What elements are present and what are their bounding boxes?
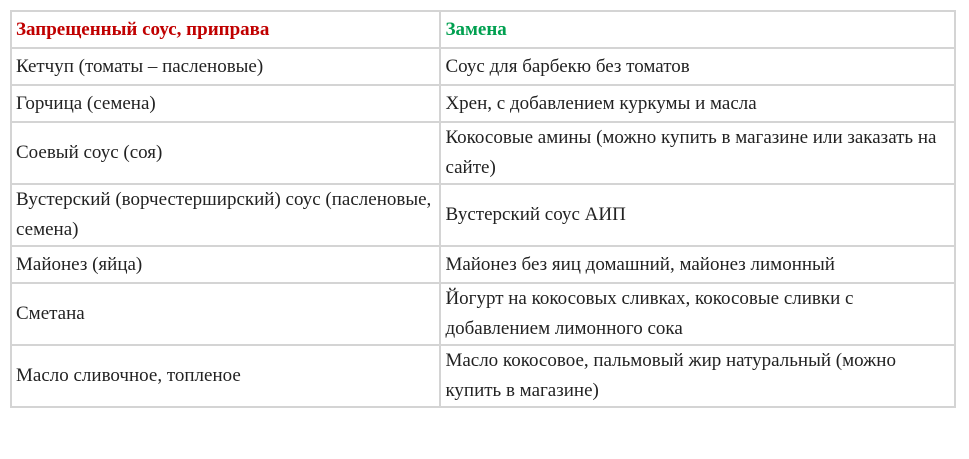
table-row (11, 85, 955, 122)
sauce-replacement-table (10, 10, 956, 408)
replacement-cell: Кокосовые амины (можно купить в магазине или заказать на сайте) (440, 122, 955, 184)
forbidden-cell: Горчица (семена) (11, 85, 440, 122)
table-row (11, 345, 955, 407)
header-replacement: Замена (440, 11, 955, 48)
header-forbidden: Запрещенный соус, приправа (11, 11, 440, 48)
replacement-cell: Йогурт на кокосовых сливках, кокосовые сливки с добавлением лимонного сока (440, 283, 955, 345)
table-row (11, 122, 955, 184)
replacement-cell: Хрен, с добавлением куркумы и масла (440, 85, 955, 122)
forbidden-cell: Майонез (яйца) (11, 246, 440, 283)
table-row (11, 48, 955, 85)
table-row (11, 283, 955, 345)
table-header-row (11, 11, 955, 48)
replacement-cell: Масло кокосовое, пальмовый жир натуральный (можно купить в магазине) (440, 345, 955, 407)
replacement-cell: Вустерский соус АИП (440, 184, 955, 246)
forbidden-cell: Кетчуп (томаты – пасленовые) (11, 48, 440, 85)
forbidden-cell: Соевый соус (соя) (11, 122, 440, 184)
replacement-cell: Соус для барбекю без томатов (440, 48, 955, 85)
forbidden-cell: Сметана (11, 283, 440, 345)
forbidden-cell: Вустерский (ворчестерширский) соус (пасленовые, семена) (11, 184, 440, 246)
table-row (11, 184, 955, 246)
replacement-cell: Майонез без яиц домашний, майонез лимонный (440, 246, 955, 283)
forbidden-cell: Масло сливочное, топленое (11, 345, 440, 407)
table-row (11, 246, 955, 283)
